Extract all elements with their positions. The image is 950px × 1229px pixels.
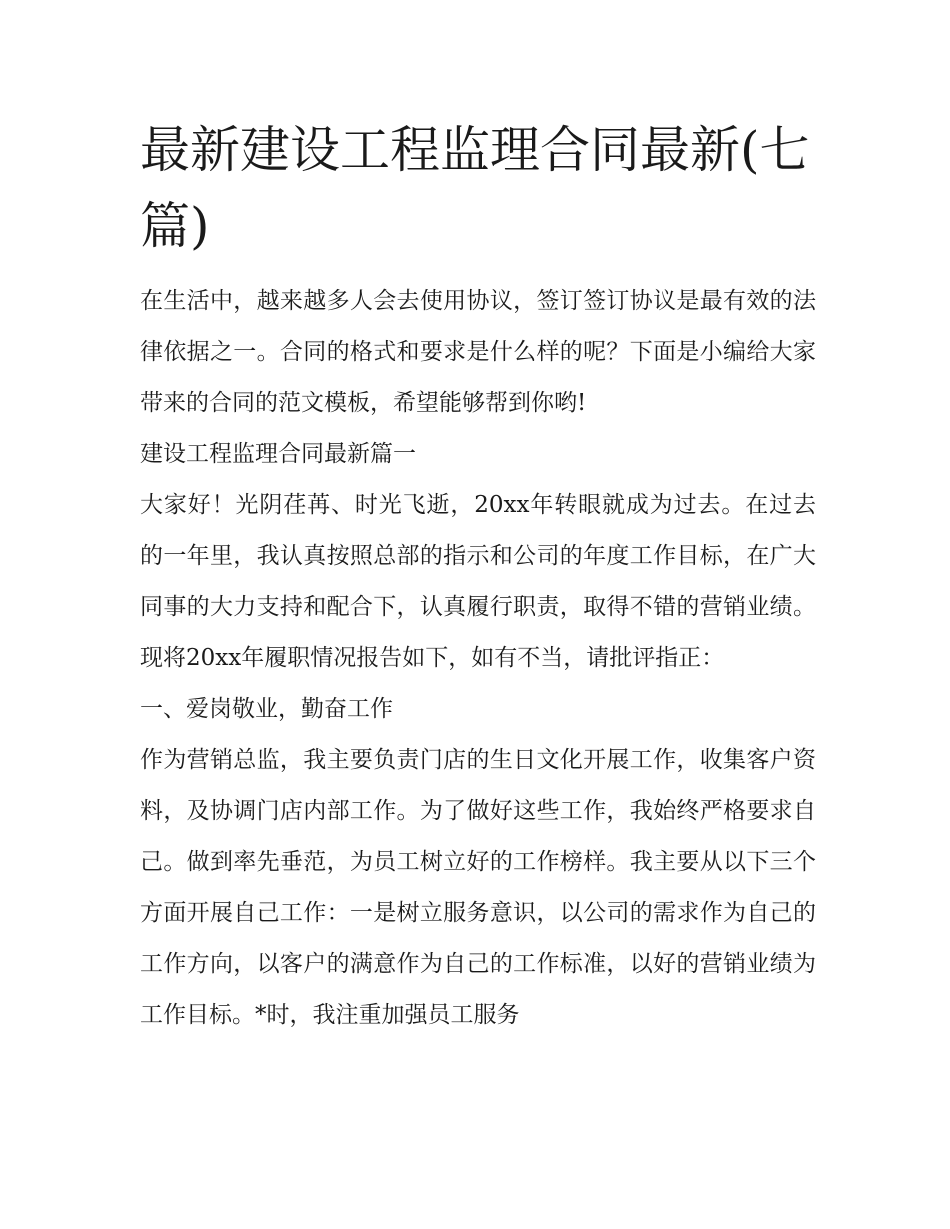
- section-heading: 建设工程监理合同最新篇一: [140, 441, 416, 467]
- document-body: [140, 276, 816, 1041]
- subsection-heading: 一、爱岗敬业，勤奋工作: [140, 696, 393, 722]
- work-paragraph: 作为营销总监，我主要负责门店的生日文化开展工作，收集客户资料，及协调门店内部工作。为了做好这些工作，我始终严格要求自己。做到率先垂范，为员工树立好的工作榜样。我主要从以下三个方面开展自己工作：一是树立服务意识，以公司的需求作为自己的工作方向，以客户的满意作为自己的工作标准，以好的营销业绩为工作目标。*时，我注重加强员工服务: [140, 747, 816, 1028]
- greeting-paragraph: 大家好！光阴荏苒、时光飞逝，20xx年转眼就成为过去。在过去的一年里，我认真按照总部的指示和公司的年度工作目标，在广大同事的大力支持和配合下，认真履行职责，取得不错的营销业绩。现将20xx年履职情况报告如下，如有不当，请批评指正：: [140, 492, 816, 671]
- document-title: 最新建设工程监理合同最新(七篇): [140, 121, 810, 255]
- intro-paragraph: 在生活中，越来越多人会去使用协议，签订签订协议是最有效的法律依据之一。合同的格式和要求是什么样的呢？下面是小编给大家带来的合同的范文模板，希望能够帮到你哟!: [140, 288, 816, 416]
